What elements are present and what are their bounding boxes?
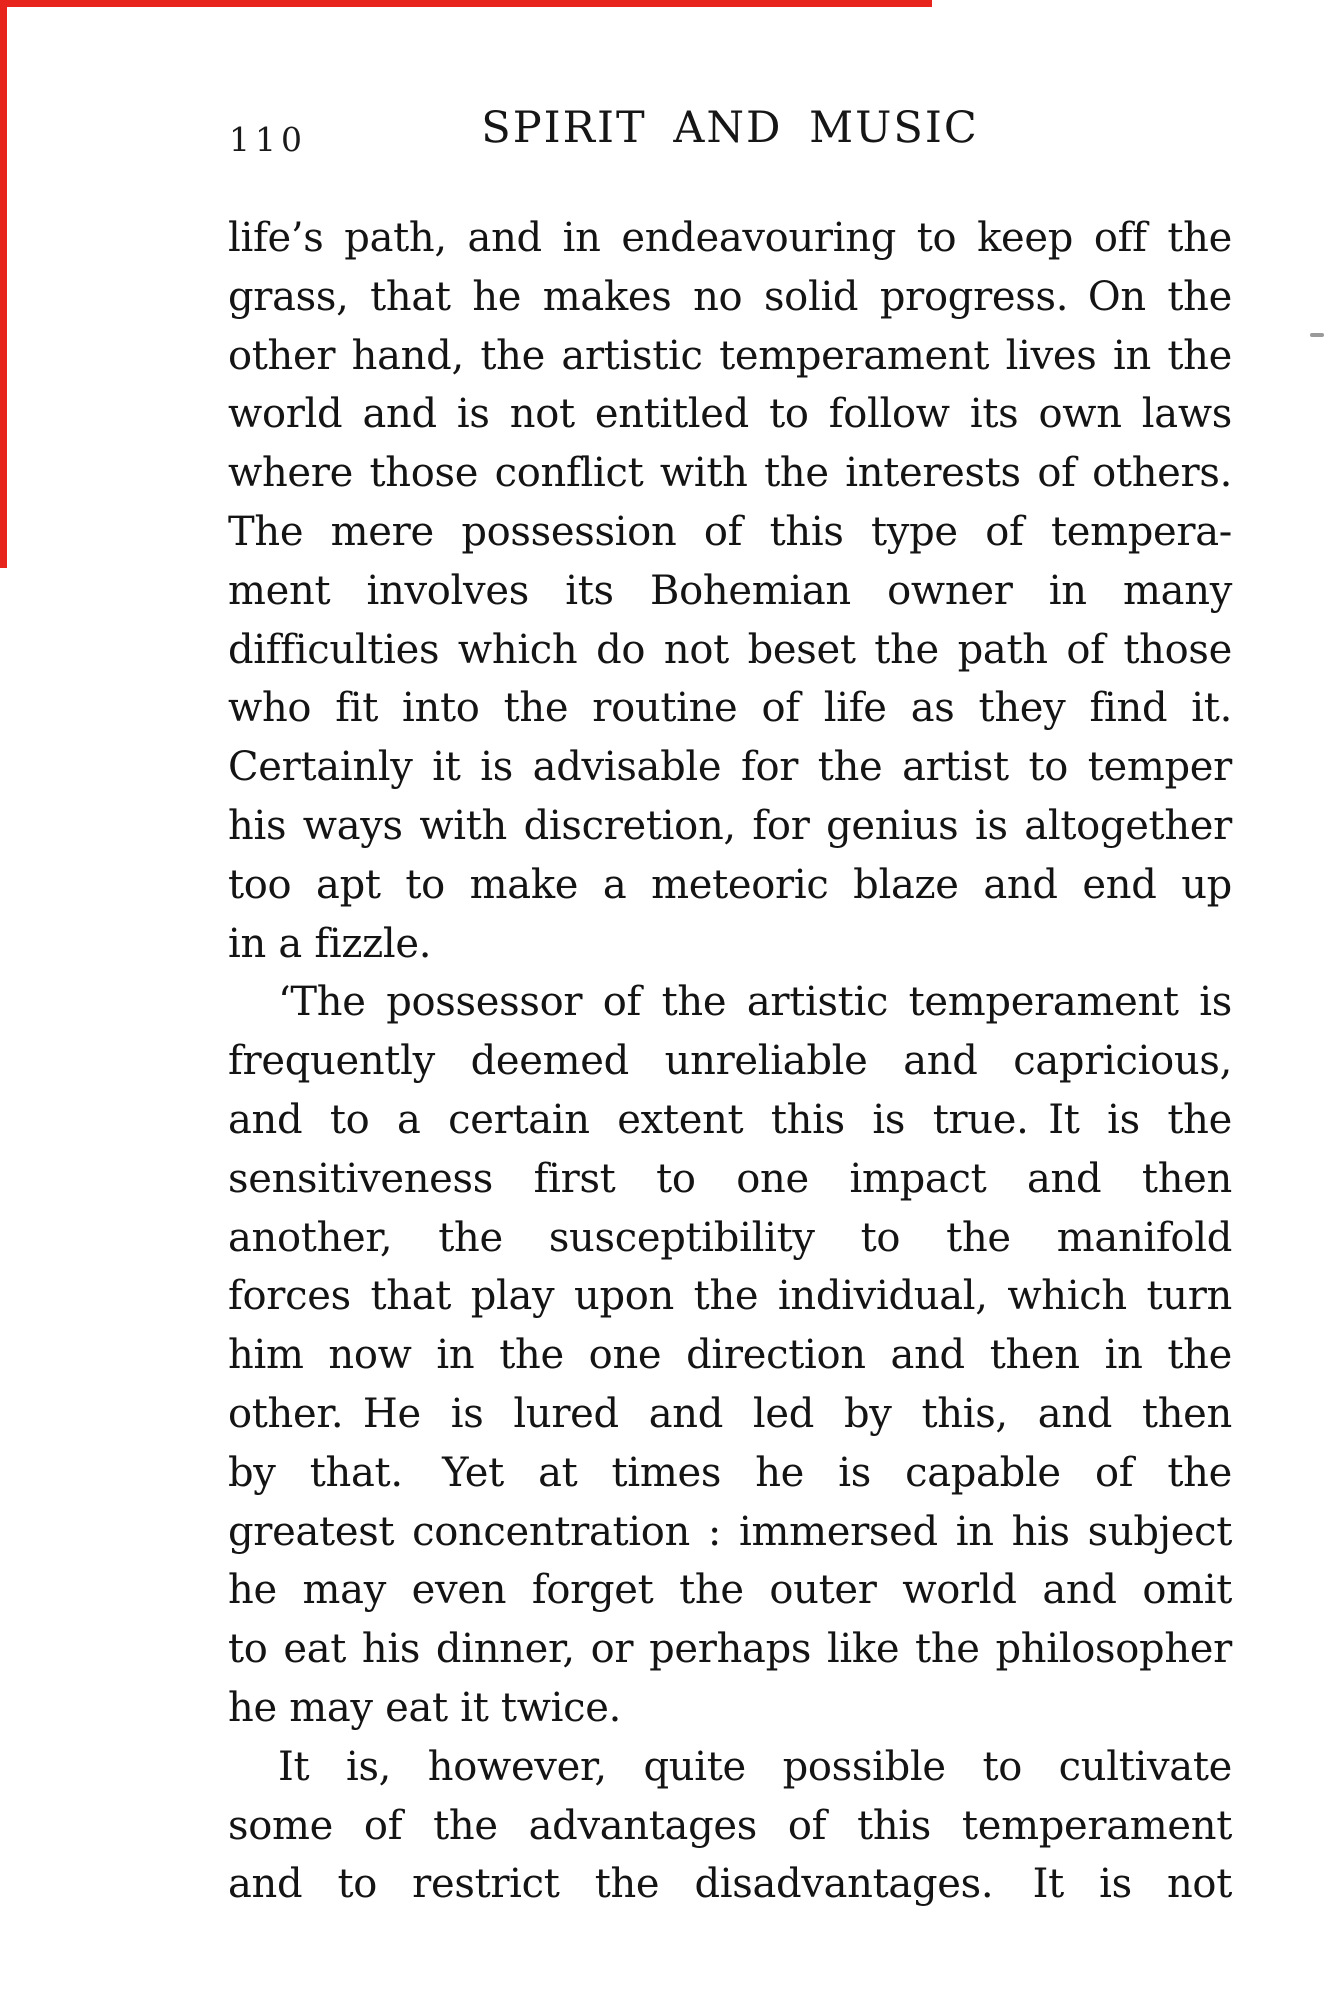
- text-line: his ways with discretion, for genius is altogether: [228, 802, 1232, 849]
- text-line: The mere possession of this type of tempera-: [228, 508, 1232, 555]
- text-line: where those conflict with the interests of others.: [228, 450, 1232, 497]
- text-line: sensitiveness first to one impact and then: [228, 1155, 1232, 1202]
- text-line: grass, that he makes no solid progress. On the: [228, 273, 1232, 320]
- scan-edge-mark-left: [0, 0, 7, 568]
- text-line: frequently deemed unreliable and capricious,: [228, 1038, 1232, 1085]
- text-line: he may eat it twice.: [228, 1684, 622, 1731]
- scan-speck: [1310, 333, 1324, 337]
- text-line: to eat his dinner, or perhaps like the philosopher: [228, 1626, 1232, 1673]
- text-line: ment involves its Bohemian owner in many: [228, 567, 1232, 614]
- text-line: some of the advantages of this temperament: [228, 1802, 1232, 1849]
- scan-edge-mark-top: [0, 0, 932, 7]
- text-line: ‘The possessor of the artistic temperament is: [278, 979, 1232, 1026]
- text-line: difficulties which do not beset the path of those: [228, 626, 1232, 673]
- text-line: forces that play upon the individual, which turn: [228, 1273, 1232, 1320]
- text-line: It is, however, quite possible to cultivate: [278, 1743, 1232, 1790]
- text-line: too apt to make a meteoric blaze and end up: [228, 861, 1232, 908]
- page-number: 110: [229, 120, 307, 159]
- text-line: other. He is lured and led by this, and then: [228, 1390, 1232, 1437]
- text-line: him now in the one direction and then in the: [228, 1332, 1232, 1379]
- text-block: [228, 209, 1232, 1914]
- text-line: Certainly it is advisable for the artist to temper: [228, 744, 1232, 791]
- text-line: another, the susceptibility to the manifold: [228, 1214, 1232, 1261]
- text-line: life’s path, and in endeavouring to keep off the: [228, 215, 1232, 261]
- running-title: SPIRIT AND MUSIC: [481, 103, 979, 153]
- text-line: by that. Yet at times he is capable of the: [228, 1449, 1232, 1496]
- text-line: and to a certain extent this is true. It is the: [228, 1096, 1232, 1143]
- text-line: greatest concentration : immersed in his subject: [228, 1508, 1232, 1555]
- text-line: who fit into the routine of life as they find it.: [228, 685, 1232, 732]
- text-line: he may even forget the outer world and omit: [228, 1567, 1232, 1614]
- text-line: in a fizzle.: [228, 920, 432, 967]
- text-line: other hand, the artistic temperament lives in the: [228, 332, 1232, 379]
- text-line: and to restrict the disadvantages. It is not: [228, 1861, 1232, 1908]
- text-line: world and is not entitled to follow its own laws: [228, 391, 1232, 438]
